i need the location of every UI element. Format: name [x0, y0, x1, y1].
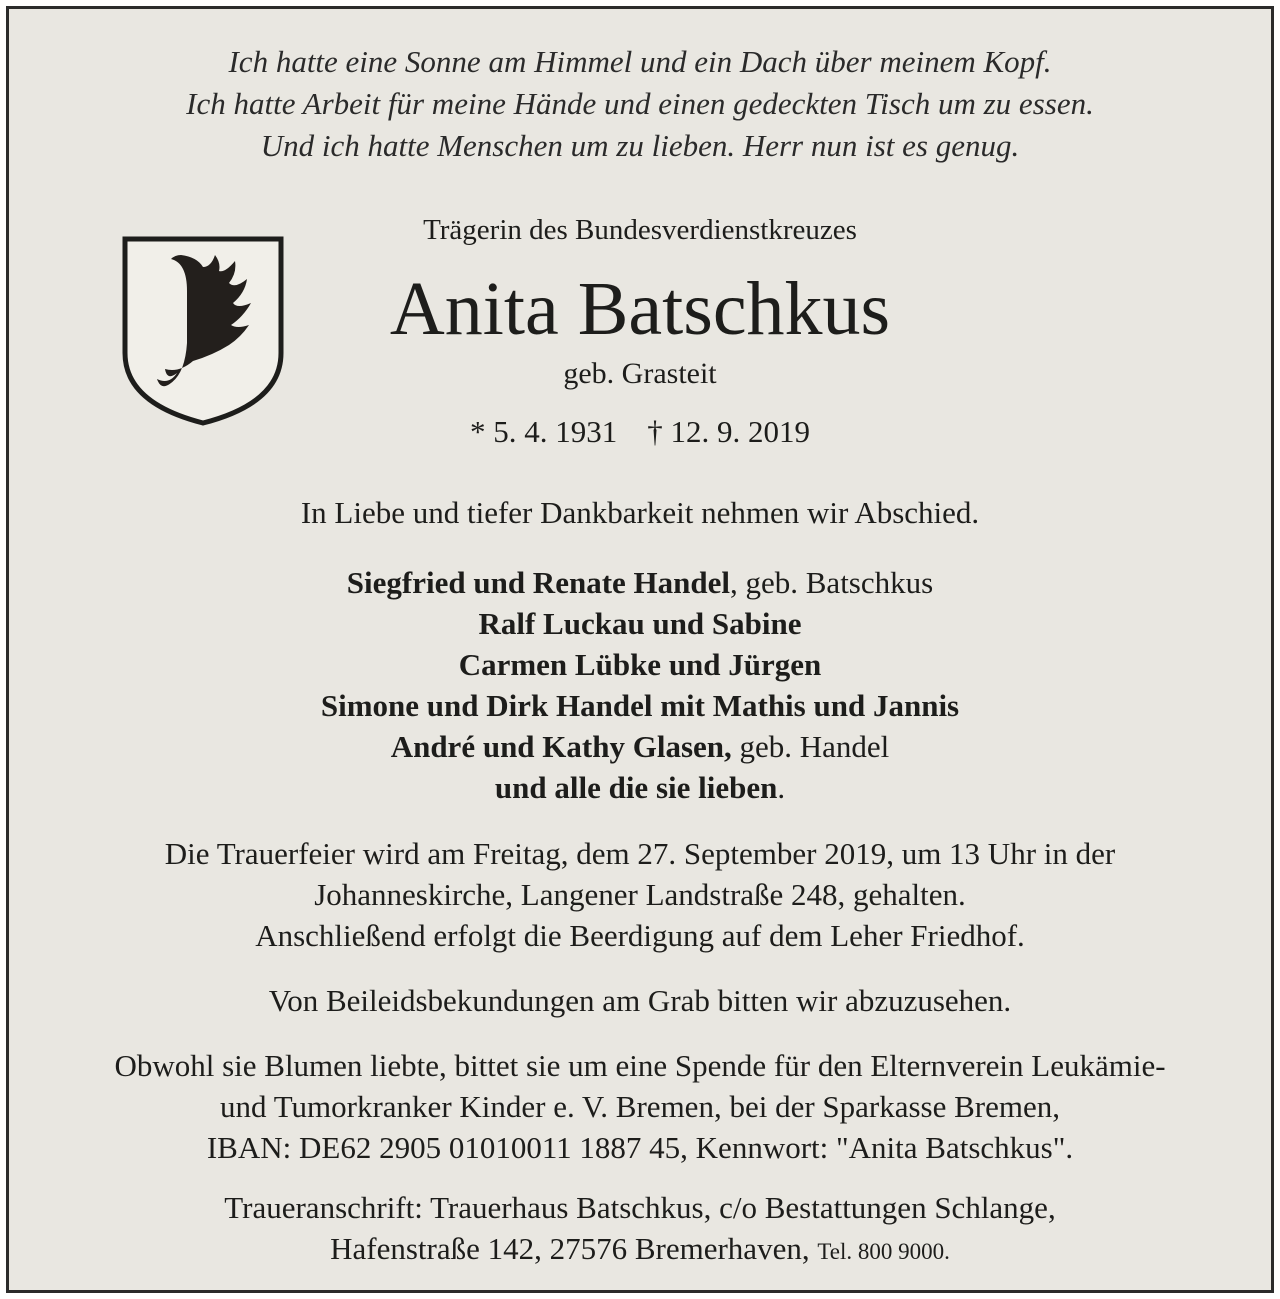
motto-line-3: Und ich hatte Menschen um zu lieben. Herr nun ist es genug. — [260, 128, 1020, 163]
obituary-notice — [6, 6, 1274, 1293]
phone-number: Tel. 800 9000. — [817, 1239, 950, 1264]
mourner-line: Ralf Luckau und Sabine — [478, 606, 802, 641]
service-line: Die Trauerfeier wird am Freitag, dem 27. September 2019, um 13 Uhr in der — [164, 836, 1116, 871]
service-line: Anschließend erfolgt die Beerdigung auf dem Leher Friedhof. — [255, 918, 1025, 953]
deceased-name: Anita Batschkus — [389, 267, 891, 351]
death-date: † 12. 9. 2019 — [647, 414, 810, 449]
mourner-line: Carmen Lübke und Jürgen — [458, 647, 822, 682]
birth-name: geb. Grasteit — [563, 357, 717, 390]
service-line: Johanneskirche, Langener Landstraße 248, gehalten. — [314, 877, 966, 912]
donation-line: und Tumorkranker Kinder e. V. Bremen, bei der Sparkasse Bremen, — [220, 1089, 1060, 1124]
honor-line: Trägerin des Bundesverdienstkreuzes — [423, 214, 857, 246]
donation-line: IBAN: DE62 2905 01010011 1887 45, Kennwort: "Anita Batschkus". — [206, 1130, 1074, 1165]
life-dates — [9, 411, 1271, 452]
address-line: Traueranschrift: Trauerhaus Batschkus, c/o Bestattungen Schlange, — [224, 1190, 1056, 1225]
mourner-line: und alle die sie lieben. — [494, 770, 786, 805]
birth-date: * 5. 4. 1931 — [470, 414, 618, 449]
farewell-line: In Liebe und tiefer Dankbarkeit nehmen wir Abschied. — [300, 495, 980, 530]
motto-line-2: Ich hatte Arbeit für meine Hände und einen gedeckten Tisch um zu essen. — [186, 86, 1094, 121]
address-line: Hafenstraße 142, 27576 Bremerhaven, Tel. 800 9000. — [330, 1231, 950, 1266]
donation-line: Obwohl sie Blumen liebte, bittet sie um eine Spende für den Elternverein Leukämie- — [114, 1048, 1166, 1083]
mourner-line: André und Kathy Glasen, geb. Handel — [390, 729, 890, 764]
motto-line-1: Ich hatte eine Sonne am Himmel und ein Dach über meinem Kopf. — [228, 44, 1052, 79]
mourner-line: Siegfried und Renate Handel, geb. Batschkus — [346, 565, 934, 600]
condolence-note: Von Beileidsbekundungen am Grab bitten wir abzuzusehen. — [268, 983, 1012, 1018]
mourner-line: Simone und Dirk Handel mit Mathis und Jannis — [320, 688, 960, 723]
